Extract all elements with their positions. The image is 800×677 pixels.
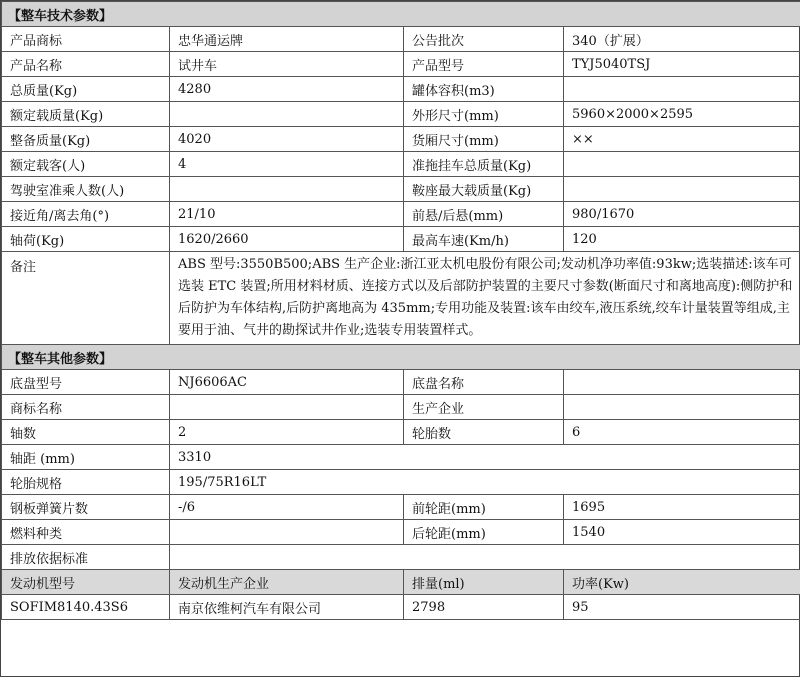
remarks-label: 备注 <box>2 252 170 345</box>
section-header-tech <box>2 2 800 27</box>
table-row <box>2 27 800 52</box>
trademark-value <box>170 395 404 420</box>
table-row <box>2 470 800 495</box>
batch-value: 340（扩展） <box>564 27 800 52</box>
rated-load-value <box>170 102 404 127</box>
product-model-label: 产品型号 <box>404 52 564 77</box>
cab-seats-value <box>170 177 404 202</box>
manufacturer-label: 生产企业 <box>404 395 564 420</box>
tire-spec-label: 轮胎规格 <box>2 470 170 495</box>
axles-label: 轴数 <box>2 420 170 445</box>
rated-passengers-label: 额定载客(人) <box>2 152 170 177</box>
product-model-value: TYJ5040TSJ <box>564 52 800 77</box>
table-row <box>2 152 800 177</box>
emission-value <box>170 545 800 570</box>
curb-mass-label: 整备质量(Kg) <box>2 127 170 152</box>
front-track-value: 1695 <box>564 495 800 520</box>
axles-value: 2 <box>170 420 404 445</box>
engine-model-header: 发动机型号 <box>2 570 170 595</box>
tire-spec-value: 195/75R16LT <box>170 470 800 495</box>
table-row <box>2 227 800 252</box>
cargo-dims-label: 货厢尺寸(mm) <box>404 127 564 152</box>
product-name-label: 产品名称 <box>2 52 170 77</box>
leaf-spring-label: 钢板弹簧片数 <box>2 495 170 520</box>
dimensions-value: 5960×2000×2595 <box>564 102 800 127</box>
spec-table <box>1 1 800 620</box>
rated-passengers-value: 4 <box>170 152 404 177</box>
engine-model-value: SOFIM8140.43S6 <box>2 595 170 620</box>
overhang-value: 980/1670 <box>564 202 800 227</box>
power-value: 95 <box>564 595 800 620</box>
table-row <box>2 445 800 470</box>
remarks-text: ABS 型号:3550B500;ABS 生产企业:浙江亚太机电股份有限公司;发动机净功率值:93kw;选装描述:该车可选装 ETC 装置;所用材料材质、连接方式以及后部防护装置的主要尺寸参数(断面尺寸和离地高度):侧防护和后防护为车体结构,后防护离地高为 435mm;专用功能及装置:该车由绞车,液压系统,绞车计量装置等组成,主要用于油、气井的勘探试井作业;选装专用装置样式。 <box>170 252 800 345</box>
fuel-value <box>170 520 404 545</box>
rear-track-label: 后轮距(mm) <box>404 520 564 545</box>
curb-mass-value: 4020 <box>170 127 404 152</box>
table-row <box>2 102 800 127</box>
saddle-load-label: 鞍座最大载质量(Kg) <box>404 177 564 202</box>
manufacturer-value <box>564 395 800 420</box>
axle-load-value: 1620/2660 <box>170 227 404 252</box>
brand-value: 忠华通运牌 <box>170 27 404 52</box>
wheelbase-label: 轴距 (mm) <box>2 445 170 470</box>
engine-maker-value: 南京依维柯汽车有限公司 <box>170 595 404 620</box>
trademark-label: 商标名称 <box>2 395 170 420</box>
table-row <box>2 495 800 520</box>
power-header: 功率(Kw) <box>564 570 800 595</box>
leaf-spring-value: -/6 <box>170 495 404 520</box>
chassis-name-value <box>564 370 800 395</box>
section-header-other <box>2 345 800 370</box>
fuel-label: 燃料种类 <box>2 520 170 545</box>
trailer-mass-label: 准拖挂车总质量(Kg) <box>404 152 564 177</box>
displacement-header: 排量(ml) <box>404 570 564 595</box>
total-mass-value: 4280 <box>170 77 404 102</box>
emission-label: 排放依据标准 <box>2 545 170 570</box>
batch-label: 公告批次 <box>404 27 564 52</box>
wheelbase-value: 3310 <box>170 445 800 470</box>
max-speed-label: 最高车速(Km/h) <box>404 227 564 252</box>
table-row <box>2 177 800 202</box>
brand-label: 产品商标 <box>2 27 170 52</box>
section-title-tech: 【整车技术参数】 <box>2 2 800 27</box>
tank-volume-value <box>564 77 800 102</box>
angles-label: 接近角/离去角(°) <box>2 202 170 227</box>
chassis-name-label: 底盘名称 <box>404 370 564 395</box>
tires-label: 轮胎数 <box>404 420 564 445</box>
table-row <box>2 202 800 227</box>
engine-header-row <box>2 570 800 595</box>
dimensions-label: 外形尺寸(mm) <box>404 102 564 127</box>
chassis-model-label: 底盘型号 <box>2 370 170 395</box>
table-row <box>2 127 800 152</box>
table-row <box>2 545 800 570</box>
overhang-label: 前悬/后悬(mm) <box>404 202 564 227</box>
table-row <box>2 77 800 102</box>
table-row <box>2 370 800 395</box>
cab-seats-label: 驾驶室准乘人数(人) <box>2 177 170 202</box>
total-mass-label: 总质量(Kg) <box>2 77 170 102</box>
trailer-mass-value <box>564 152 800 177</box>
max-speed-value: 120 <box>564 227 800 252</box>
axle-load-label: 轴荷(Kg) <box>2 227 170 252</box>
table-row <box>2 395 800 420</box>
front-track-label: 前轮距(mm) <box>404 495 564 520</box>
saddle-load-value <box>564 177 800 202</box>
chassis-model-value: NJ6606AC <box>170 370 404 395</box>
angles-value: 21/10 <box>170 202 404 227</box>
displacement-value: 2798 <box>404 595 564 620</box>
cargo-dims-value: ×× <box>564 127 800 152</box>
section-title-other: 【整车其他参数】 <box>2 345 800 370</box>
table-row <box>2 520 800 545</box>
table-row <box>2 252 800 345</box>
table-row <box>2 52 800 77</box>
tires-value: 6 <box>564 420 800 445</box>
table-row <box>2 420 800 445</box>
rated-load-label: 额定载质量(Kg) <box>2 102 170 127</box>
table-row <box>2 595 800 620</box>
tank-volume-label: 罐体容积(m3) <box>404 77 564 102</box>
rear-track-value: 1540 <box>564 520 800 545</box>
engine-maker-header: 发动机生产企业 <box>170 570 404 595</box>
product-name-value: 试井车 <box>170 52 404 77</box>
